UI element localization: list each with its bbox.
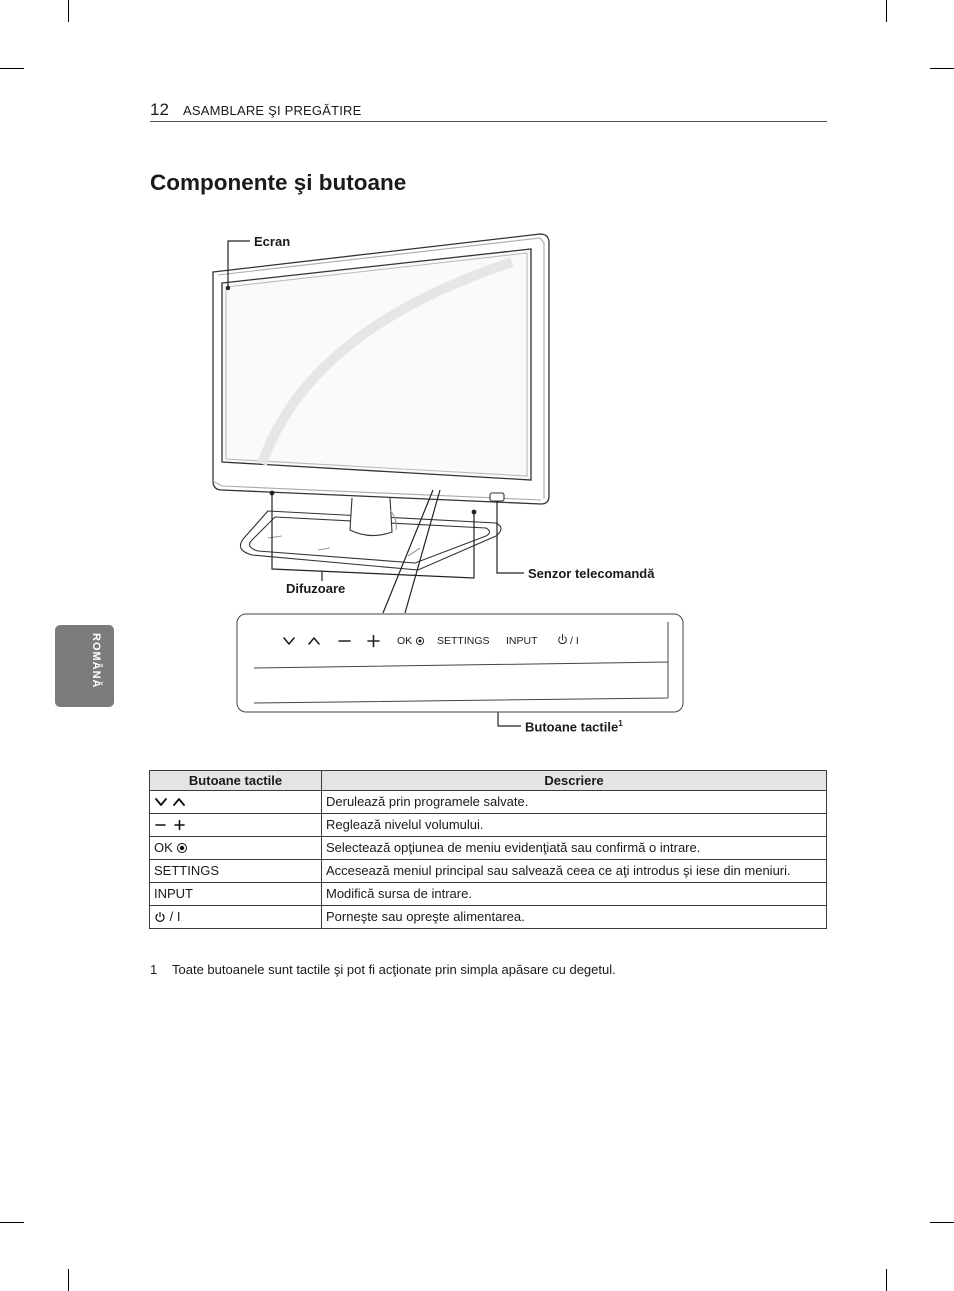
callout-touch-buttons-sup: 1: [618, 719, 623, 728]
table-cell: Reglează nivelul volumului.: [322, 814, 827, 837]
table-row: [150, 883, 827, 906]
table-row: [150, 906, 827, 929]
table-cell: Porneşte sau opreşte alimentarea.: [322, 906, 827, 929]
table-cell-button: / I: [169, 909, 181, 924]
callout-touch-buttons: [525, 719, 623, 734]
table-cell-button: INPUT: [150, 883, 322, 906]
table-row: [150, 814, 827, 837]
footnote-text: Toate butoanele sunt tactile şi pot fi acţionate prin simpla apăsare cu degetul.: [172, 962, 616, 977]
page-number: 12: [150, 100, 169, 119]
crop-mark: [0, 1222, 24, 1223]
buttons-table: [149, 770, 827, 929]
table-cell: Derulează prin programele salvate.: [322, 791, 827, 814]
callout-touch-buttons-label: Butoane tactile: [525, 719, 619, 735]
table-cell-button: SETTINGS: [150, 860, 322, 883]
table-header: Butoane tactile: [150, 771, 322, 791]
table-cell: Selectează opţiunea de meniu evidenţiată sau confirmă o intrare.: [322, 837, 827, 860]
callout-screen: Ecran: [254, 234, 291, 249]
page-title: Componente şi butoane: [150, 170, 407, 195]
table-cell: Modifică sursa de intrare.: [322, 883, 827, 906]
callout-remote-sensor: Senzor telecomandă: [528, 566, 655, 581]
table-row: [150, 837, 827, 860]
crop-mark: [68, 1269, 69, 1291]
volume-minus-plus-icon: [154, 819, 188, 831]
channel-down-up-icon: [154, 796, 188, 808]
footnote-number: 1: [150, 962, 158, 977]
table-cell: Accesează meniul principal sau salvează ceea ce aţi introdus şi iese din meniuri.: [322, 860, 827, 883]
strip-power-label: / I: [570, 635, 579, 647]
table-row: [150, 860, 827, 883]
section-title: ASAMBLARE ŞI PREGĂTIRE: [183, 103, 362, 118]
table-header: Descriere: [322, 771, 827, 791]
crop-mark: [886, 1269, 887, 1291]
language-tab-label: ROMÂNĂ: [90, 633, 102, 689]
ok-circle-icon: [176, 842, 188, 854]
strip-settings-label: SETTINGS: [437, 635, 490, 647]
footnote: [150, 962, 616, 977]
strip-ok-label: OK: [397, 635, 413, 647]
table-header-row: [150, 771, 827, 791]
power-icon: [154, 911, 166, 923]
table-cell-button: OK: [154, 840, 173, 855]
strip-input-label: INPUT: [506, 635, 538, 647]
table-row: [150, 791, 827, 814]
callout-speakers: Difuzoare: [286, 581, 346, 596]
crop-mark: [930, 1222, 954, 1223]
